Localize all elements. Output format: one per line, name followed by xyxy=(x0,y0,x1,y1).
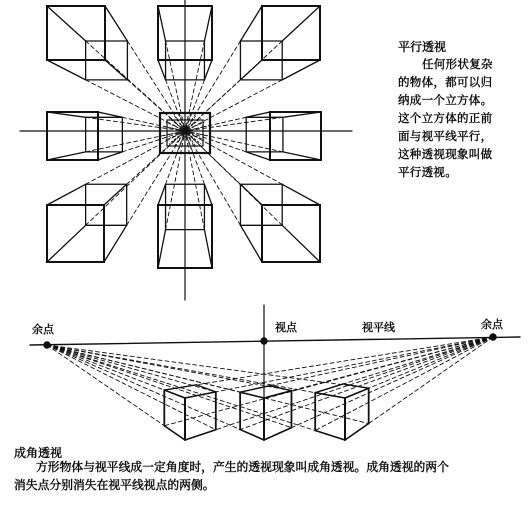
description-line: 面与视平线平行， xyxy=(398,129,493,143)
cube-depth-edge xyxy=(282,225,320,262)
view-point xyxy=(261,338,267,344)
vanishing-line xyxy=(185,80,282,131)
cube-depth-edge xyxy=(47,225,86,262)
vanishing-line xyxy=(264,337,493,440)
cube-depth-edge xyxy=(98,112,122,117)
angular-cube-right xyxy=(47,337,493,440)
right-vanishing-point-label: 余点 xyxy=(481,318,503,331)
description-line: 方形物体与视平线成一定角度时，产生的透视现象叫成角透视。成角透视的两个 xyxy=(36,460,449,474)
description-line: 的物体，都可以归 xyxy=(398,75,493,89)
cube-back-face xyxy=(86,117,123,152)
cube-bottom-right xyxy=(185,131,320,262)
vanishing-line xyxy=(127,131,185,225)
parallel-perspective-title: 平行透视 xyxy=(398,40,447,54)
angular-cube-center xyxy=(47,337,493,440)
cube-depth-edge xyxy=(105,60,127,80)
cube-depth-edge xyxy=(105,6,127,41)
cube-front-face xyxy=(47,112,98,160)
horizon-line xyxy=(30,337,520,345)
cube-depth-edge xyxy=(282,184,320,205)
left-vanishing-point-label: 余点 xyxy=(32,323,54,336)
cube-depth-edge xyxy=(240,225,262,262)
vanishing-line xyxy=(164,337,493,390)
cube-depth-edge xyxy=(47,152,86,160)
description-line: 任何形状复杂 xyxy=(422,57,493,71)
angular-perspective-description xyxy=(14,458,524,494)
cube-depth-edge xyxy=(246,112,270,117)
horizon-line-label: 视平线 xyxy=(362,321,395,334)
cube-depth-edge xyxy=(158,230,166,268)
cube-depth-edge xyxy=(47,60,86,80)
cube-depth-edge xyxy=(47,184,86,205)
angular-perspective-title: 成角透视 xyxy=(14,446,63,460)
vanishing-line xyxy=(345,337,493,398)
description-line: 纳成一个立方体。 xyxy=(398,93,493,107)
cube-depth-edge xyxy=(158,184,166,205)
vanishing-line xyxy=(47,345,185,398)
cube-depth-edge xyxy=(104,184,127,205)
cube-bottom-left xyxy=(47,131,185,262)
vanishing-line xyxy=(47,345,369,388)
angular-cube-left xyxy=(47,337,493,440)
vanishing-line xyxy=(47,345,369,424)
description-line: 这个立方体的正前 xyxy=(398,111,493,125)
cube-depth-edge xyxy=(158,60,166,80)
cube-depth-edge xyxy=(158,6,166,41)
cube-depth-edge xyxy=(204,184,212,205)
cube-depth-edge xyxy=(246,152,270,160)
vanishing-line xyxy=(47,345,345,398)
vanishing-line xyxy=(86,80,185,131)
cube-back-face xyxy=(246,117,283,152)
vanishing-line xyxy=(185,131,246,152)
description-line: 消失点分别消失在视平线视点的两侧。 xyxy=(14,478,215,492)
vanishing-line xyxy=(47,345,264,440)
vanishing-line xyxy=(47,345,216,392)
vanishing-line xyxy=(240,337,493,430)
vanishing-line xyxy=(47,345,291,428)
vanishing-line xyxy=(185,80,240,131)
vanishing-line xyxy=(47,345,216,430)
parallel-perspective-diagram xyxy=(20,0,352,300)
cube-depth-edge xyxy=(282,60,320,80)
vanishing-line xyxy=(127,41,185,131)
vanishing-line xyxy=(185,117,246,131)
vanishing-line xyxy=(185,131,283,152)
description-line: 平行透视。 xyxy=(398,165,457,179)
vanishing-line xyxy=(86,131,185,152)
cube-depth-edge xyxy=(204,230,212,268)
vanishing-line xyxy=(47,345,345,440)
view-point-label: 视点 xyxy=(275,321,297,334)
cube-depth-edge xyxy=(283,152,321,160)
description-line: 这种透视现象叫做 xyxy=(398,147,493,161)
vanishing-line xyxy=(122,131,185,152)
cube-depth-edge xyxy=(104,225,127,262)
vanishing-line xyxy=(240,337,493,392)
cube-front-face xyxy=(270,112,321,160)
cube-depth-edge xyxy=(204,6,212,41)
cube-depth-edge xyxy=(204,60,212,80)
cube-depth-edge xyxy=(47,6,86,41)
parallel-perspective-description xyxy=(398,55,524,181)
cube-depth-edge xyxy=(98,152,122,160)
vanishing-line xyxy=(86,131,185,184)
cube-depth-edge xyxy=(240,6,262,41)
vanishing-line xyxy=(185,131,282,184)
cube-depth-edge xyxy=(282,6,320,41)
